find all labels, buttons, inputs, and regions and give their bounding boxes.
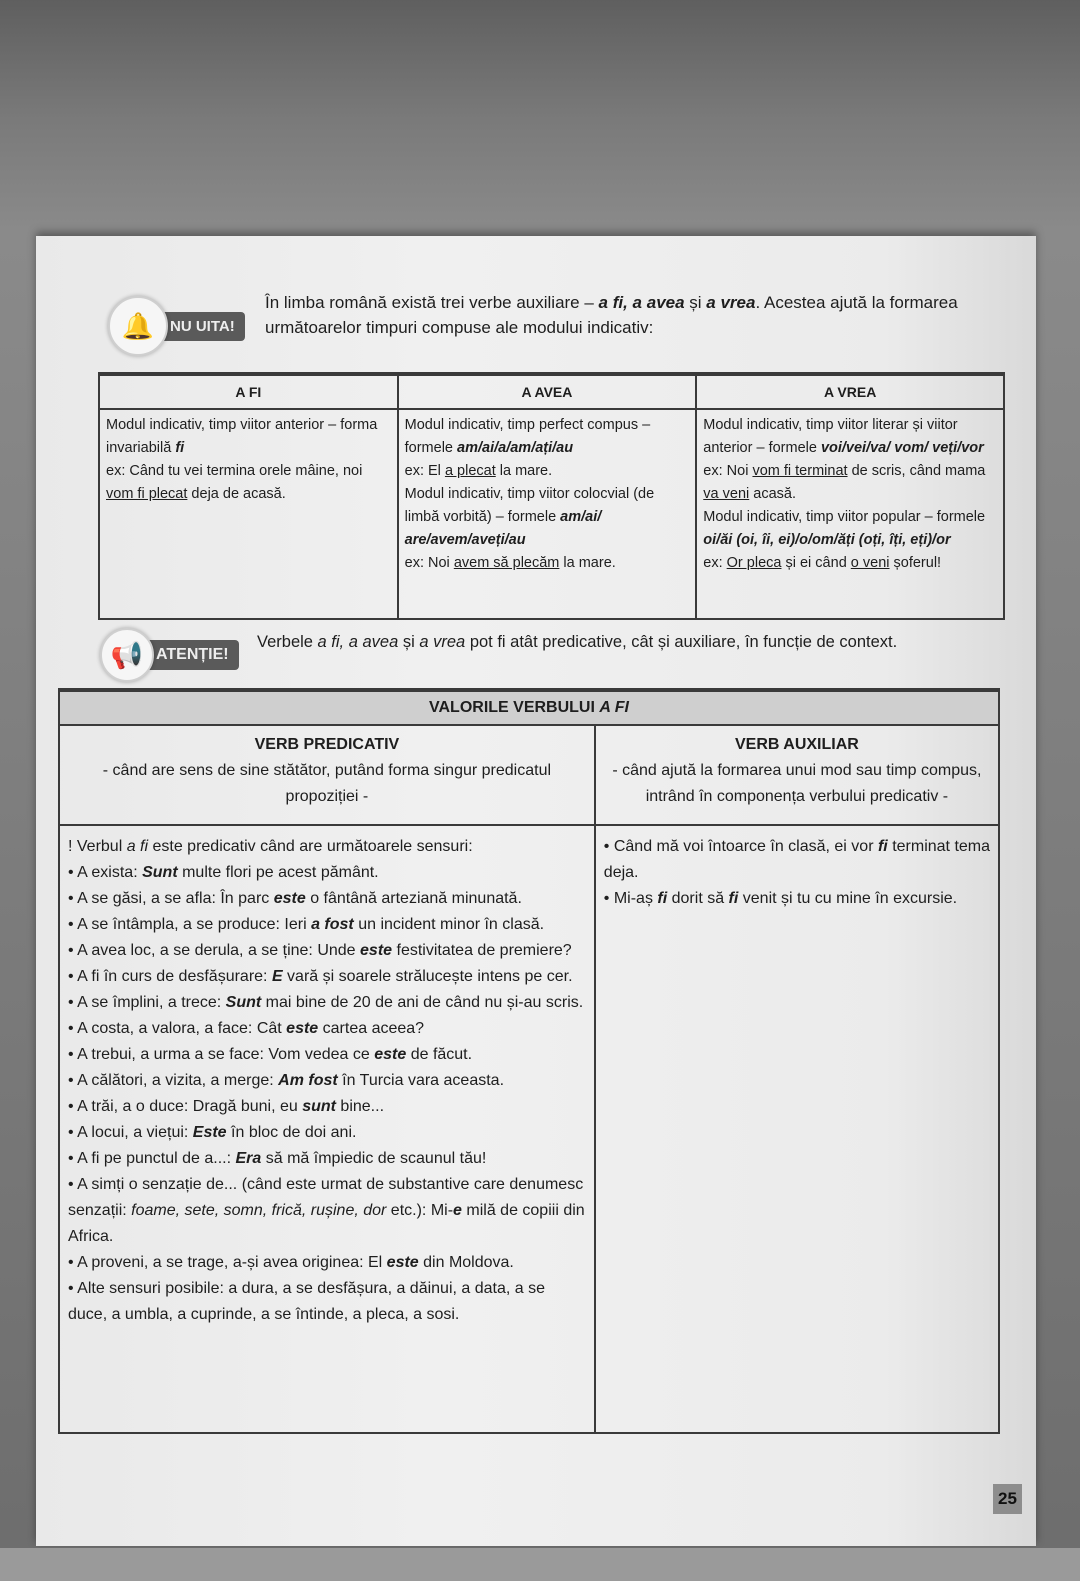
text-segment: Verbele — [257, 633, 318, 651]
text-segment: fi — [728, 890, 739, 907]
text-segment: ex: — [703, 555, 727, 571]
text-segment: ex: Noi — [703, 463, 753, 479]
text-segment: să mă împiedic de scaunul tău! — [261, 1150, 487, 1167]
text-segment: a vrea — [706, 293, 756, 312]
text-segment: • A se împlini, a trece: — [68, 994, 226, 1011]
text-segment: • A costa, a valora, a face: Cât — [68, 1020, 287, 1037]
text-segment: terminat tema deja. — [603, 838, 991, 881]
text-segment: ex: Când tu vei termina orele mâine, noi — [106, 463, 363, 479]
cell-a-avea — [398, 409, 697, 619]
text-segment: fi — [657, 890, 668, 907]
text-segment: • A fi pe punctul de a...: — [68, 1150, 236, 1167]
table-title — [59, 690, 999, 725]
cell-line — [405, 460, 690, 483]
text-segment: festivitatea de premiere? — [392, 942, 572, 959]
text-segment: oi/ăi (oi, îi, ei)/o/om/ăți (oți, îți, eți)/or — [703, 532, 951, 548]
text-segment: VALORILE VERBULUI — [429, 699, 600, 716]
text-segment: pot fi atât predicative, cât și auxiliare, în funcție de context. — [465, 633, 898, 651]
auxiliary-examples — [595, 825, 999, 1433]
page-bottom-edge — [0, 1548, 1080, 1581]
text-segment: este — [386, 1254, 419, 1271]
text-segment: și — [684, 293, 707, 312]
text-segment: Sunt — [225, 994, 262, 1011]
text-segment: bine... — [335, 1098, 385, 1115]
text-segment: fi — [877, 838, 888, 855]
text-segment: de făcut. — [406, 1046, 473, 1063]
text-segment: venit și tu cu mine în excursie. — [738, 890, 958, 907]
text-segment: dorit să — [667, 890, 729, 907]
text-segment: sunt — [302, 1098, 336, 1115]
text-segment: a fost — [311, 916, 354, 933]
text-segment: în bloc de doi ani. — [226, 1124, 357, 1141]
list-item — [68, 834, 586, 860]
text-segment: vară și soarele strălucește intens pe cer. — [282, 968, 573, 985]
text-segment: vom fi plecat — [106, 486, 188, 502]
text-segment: a plecat — [444, 463, 496, 479]
valorile-verbului-table — [58, 688, 1000, 1434]
text-segment: a fi, a avea — [317, 633, 399, 651]
text-segment: a vrea — [419, 633, 466, 651]
left-header: VERB PREDICATIV — [254, 736, 400, 753]
text-segment: ex: Noi — [404, 555, 454, 571]
text-segment: În limba română există trei verbe auxiliare – — [265, 293, 599, 312]
cell-line — [106, 414, 391, 460]
atentie-label: ATENȚIE! — [138, 640, 239, 670]
text-segment: deja de acasă. — [187, 486, 286, 502]
text-segment: mai bine de 20 de ani de când nu și-au scris. — [261, 994, 584, 1011]
text-segment: în Turcia vara aceasta. — [337, 1072, 505, 1089]
nu-uita-badge — [108, 296, 245, 356]
text-segment: fi — [175, 440, 185, 456]
text-segment: ! Verbul — [68, 838, 127, 855]
text-segment: o veni — [850, 555, 890, 571]
text-segment: cartea aceea? — [318, 1020, 425, 1037]
text-segment: vom fi terminat — [752, 463, 848, 479]
text-segment: milă de copiii din Africa. — [68, 1202, 585, 1245]
text-segment: • A proveni, a se trage, a-și avea originea: El — [68, 1254, 387, 1271]
text-segment: șoferul! — [889, 555, 942, 571]
text-segment: • Când mă voi întoarce în clasă, ei vor — [603, 838, 878, 855]
cell-line — [703, 506, 997, 552]
text-segment: • A trăi, a o duce: Dragă buni, eu — [68, 1098, 303, 1115]
text-segment: • A avea loc, a se derula, a se ține: Unde — [68, 942, 361, 959]
atentie-text — [257, 633, 897, 652]
right-description: - când ajută la formarea unui mod sau timp compus, intrând în componența verbului predicativ - — [612, 762, 982, 805]
list-item — [68, 860, 586, 886]
text-segment: a fi — [126, 838, 149, 855]
text-segment: Modul indicativ, timp viitor colocvial (de limbă vorbită) – formele — [404, 486, 655, 525]
text-segment: și — [398, 633, 420, 651]
list-item — [604, 834, 990, 886]
text-segment: Era — [235, 1150, 262, 1167]
list-item — [68, 912, 586, 938]
text-segment: este — [273, 890, 306, 907]
text-segment: • A trebui, a urma a se face: Vom vedea ce — [68, 1046, 375, 1063]
text-segment: • Mi-aș — [603, 890, 658, 907]
text-segment: Modul indicativ, timp viitor popular – formele — [703, 509, 986, 525]
text-segment: • A se găsi, a se afla: În parc — [68, 890, 274, 907]
text-segment: o fântână arteziană minunată. — [305, 890, 522, 907]
text-segment: A FI — [599, 699, 629, 716]
text-segment: ex: El — [404, 463, 445, 479]
cell-line — [405, 414, 690, 460]
text-segment: la mare. — [559, 555, 616, 571]
text-segment: voi/vei/va/ vom/ veți/vor — [820, 440, 984, 456]
cell-line — [703, 460, 997, 506]
cell-line — [405, 483, 690, 552]
cell-line — [106, 460, 391, 506]
text-segment: multe flori pe acest pământ. — [177, 864, 379, 881]
text-segment: • A simți o senzație de... (când este urmat de substantive care denumesc senzații: — [68, 1176, 584, 1219]
text-segment: este — [374, 1046, 407, 1063]
text-segment: este — [360, 942, 393, 959]
text-segment: un incident minor în clasă. — [353, 916, 545, 933]
text-segment: am/ai/a/am/ați/au — [457, 440, 574, 456]
text-segment: etc.): Mi- — [386, 1202, 454, 1219]
list-item — [68, 1120, 586, 1146]
bell-icon: 🔔 — [108, 296, 168, 356]
left-description: - când are sens de sine stătător, putând forma singur predicatul propoziției - — [102, 762, 552, 805]
header-a-avea: A AVEA — [398, 374, 697, 409]
list-item — [68, 1016, 586, 1042]
text-segment: este — [286, 1020, 319, 1037]
text-segment: • A fi în curs de desfășurare: — [68, 968, 272, 985]
nu-uita-label: NU UITA! — [152, 312, 245, 341]
text-segment: avem să plecăm — [453, 555, 560, 571]
text-segment: • A exista: — [68, 864, 143, 881]
text-segment: Modul indicativ, timp viitor anterior – forma invariabilă — [106, 417, 378, 456]
text-segment: a fi, a avea — [598, 293, 685, 312]
header-a-fi: A FI — [99, 374, 398, 409]
text-segment: • Alte sensuri posibile: a dura, a se desfășura, a dăinui, a data, a se duce, a umbla, a cuprinde, a se întinde, a pleca, a sosi. — [68, 1280, 546, 1323]
header-a-vrea: A VREA — [696, 374, 1004, 409]
text-segment: este predicativ când are următoarele sensuri: — [148, 838, 473, 855]
text-segment: de scris, când mama — [847, 463, 986, 479]
list-item — [68, 1276, 586, 1328]
auxiliary-verbs-table — [98, 372, 1005, 620]
cell-a-fi — [99, 409, 398, 619]
text-segment: va veni — [703, 486, 750, 502]
cell-line — [703, 414, 997, 460]
list-item — [68, 1042, 586, 1068]
text-segment: la mare. — [495, 463, 553, 479]
list-item — [68, 1068, 586, 1094]
text-segment: • A locui, a viețui: — [68, 1124, 193, 1141]
list-item — [68, 1094, 586, 1120]
text-segment: • A se întâmpla, a se produce: Ieri — [68, 916, 312, 933]
text-segment: Modul indicativ, timp viitor literar și viitor anterior – formele — [703, 417, 958, 456]
text-segment: am/ai/ are/avem/aveți/au — [404, 509, 602, 548]
text-segment: Modul indicativ, timp perfect compus – formele — [404, 417, 651, 456]
list-item — [604, 886, 990, 912]
right-header: VERB AUXILIAR — [734, 736, 859, 753]
text-segment: Or pleca — [726, 555, 782, 571]
text-segment: Este — [192, 1124, 227, 1141]
text-segment: Sunt — [142, 864, 178, 881]
list-item — [68, 1172, 586, 1250]
atentie-badge — [100, 628, 239, 682]
predicative-examples — [59, 825, 595, 1433]
cell-line — [703, 552, 997, 575]
text-segment: • A călători, a vizita, a merge: — [68, 1072, 279, 1089]
text-segment: acasă. — [749, 486, 796, 502]
list-item — [68, 1250, 586, 1276]
intro-text — [265, 290, 1025, 340]
text-segment: din Moldova. — [418, 1254, 514, 1271]
megaphone-icon: 📢 — [100, 628, 154, 682]
text-segment: și ei când — [781, 555, 851, 571]
cell-line — [405, 552, 690, 575]
list-item — [68, 964, 586, 990]
text-segment: e — [453, 1202, 462, 1219]
text-segment: Am fost — [278, 1072, 338, 1089]
text-segment: E — [271, 968, 283, 985]
list-item — [68, 886, 586, 912]
list-item — [68, 1146, 586, 1172]
text-segment: . Acestea ajută la formarea următoarelor timpuri compuse ale modului indicativ: — [265, 293, 958, 337]
list-item — [68, 990, 586, 1016]
page-number: 25 — [993, 1484, 1022, 1514]
text-segment: foame, sete, somn, frică, rușine, dor — [131, 1202, 387, 1219]
list-item — [68, 938, 586, 964]
cell-a-vrea — [696, 409, 1004, 619]
